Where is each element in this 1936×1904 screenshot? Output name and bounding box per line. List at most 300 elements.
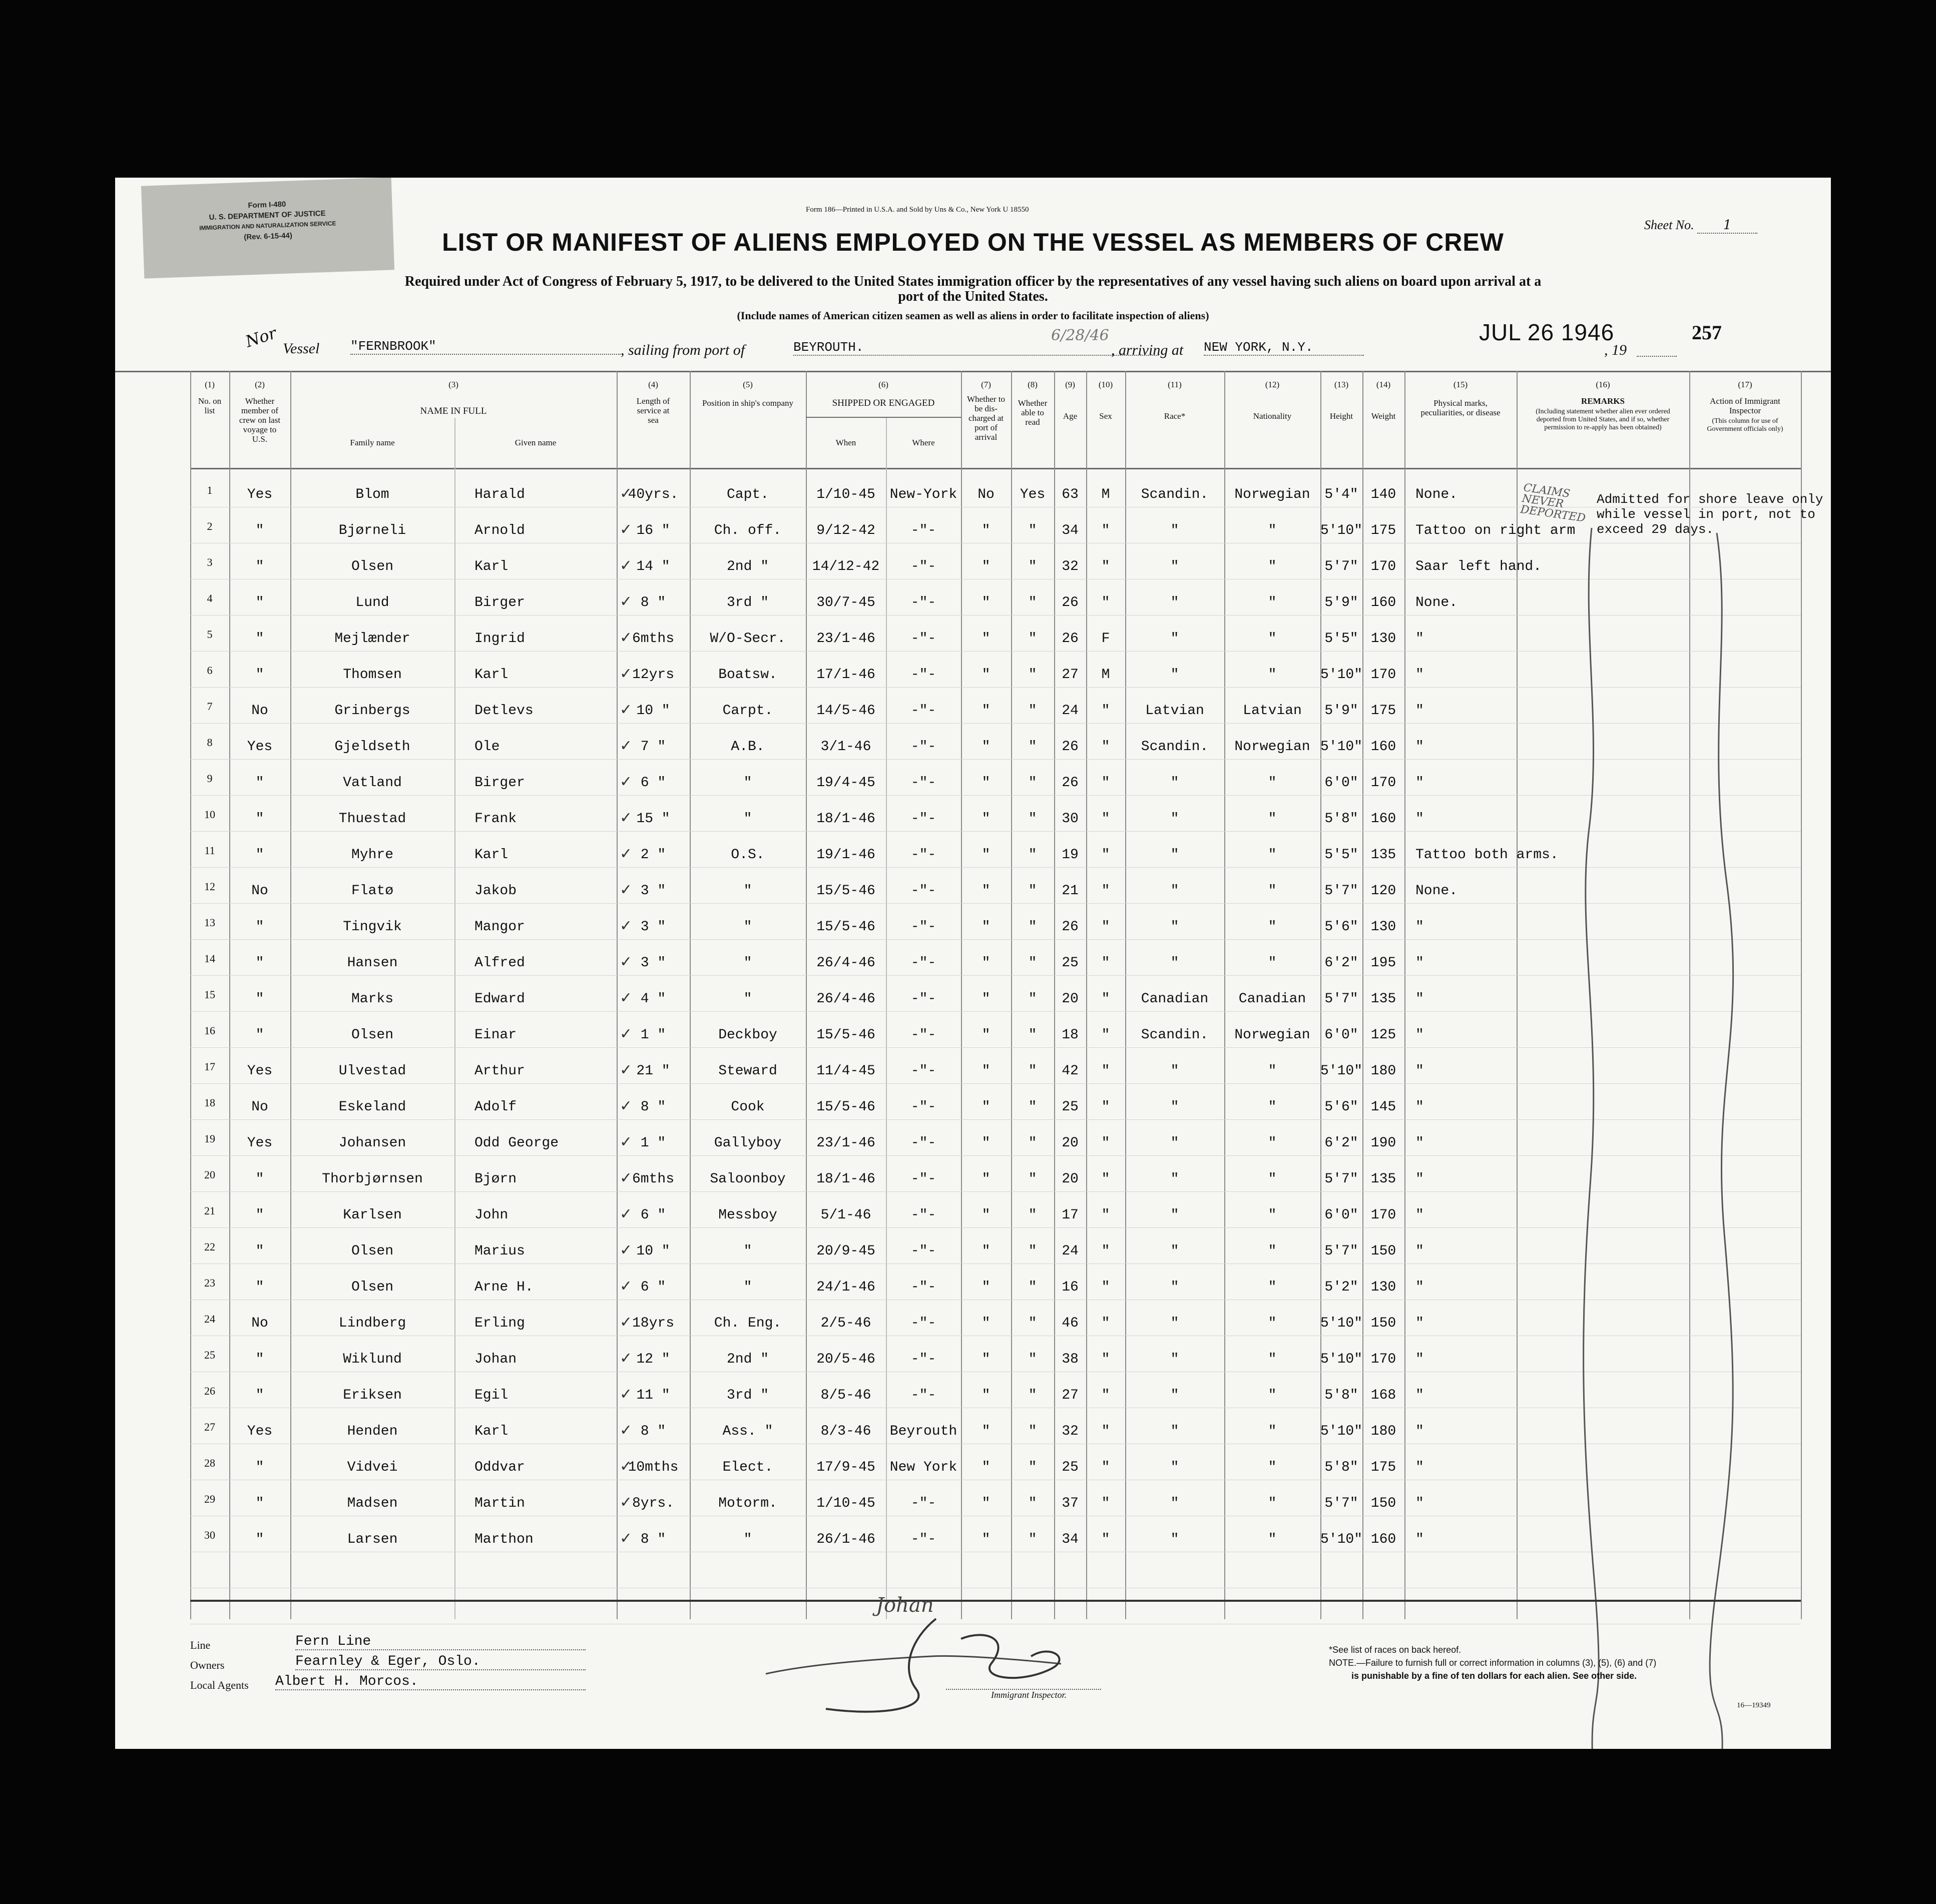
- cell-where: -"-: [910, 631, 936, 647]
- cell-discharge: ": [982, 1207, 991, 1223]
- cell-when: 1/10-45: [816, 487, 875, 502]
- cell-position: Deckboy: [718, 1027, 777, 1043]
- cell-position: Ch. Eng.: [714, 1316, 782, 1331]
- cell-race: Latvian: [1145, 703, 1204, 719]
- cell-height: 6'0": [1324, 775, 1358, 791]
- cell-weight: 150: [1370, 1496, 1396, 1511]
- cell-prev: ": [255, 955, 264, 971]
- cell-height: 5'5": [1324, 631, 1358, 647]
- cell-no: 29: [204, 1493, 215, 1505]
- cell-service: 10 ": [636, 1243, 670, 1259]
- cell-prev: ": [255, 1388, 264, 1403]
- cell-nationality: Norwegian: [1234, 1027, 1310, 1043]
- cell-discharge: ": [982, 811, 991, 827]
- stamp-service: IMMIGRATION AND NATURALIZATION SERVICE: [199, 220, 336, 232]
- cell-sex: ": [1101, 703, 1110, 719]
- cell-discharge: ": [982, 775, 991, 791]
- cell-age: 27: [1062, 667, 1079, 683]
- cell-given: Ole: [474, 739, 500, 755]
- cell-when: 30/7-45: [816, 595, 875, 610]
- ruled-line: [190, 1119, 1801, 1120]
- cell-no: 13: [204, 916, 215, 929]
- remarks-typed: Admitted for shore leave only while vessel in port, not to exceed 29 days.: [1597, 492, 1823, 537]
- cell-sex: ": [1101, 1496, 1110, 1511]
- cell-family: Myhre: [351, 847, 393, 863]
- page-title: LIST OR MANIFEST OF ALIENS EMPLOYED ON THE VESSEL AS MEMBERS OF CREW: [442, 228, 1504, 256]
- ruled-line: [190, 1191, 1801, 1192]
- subtitle-line3: (Include names of American citizen seamen as well as aliens in order to facilitate inspection of aliens): [737, 309, 1209, 322]
- cell-prev: No: [251, 703, 268, 719]
- cell-race: ": [1170, 1424, 1179, 1439]
- cell-weight: 170: [1370, 667, 1396, 683]
- cell-service: 16 ": [636, 523, 670, 538]
- cell-prev: Yes: [247, 739, 273, 755]
- cell-sex: ": [1101, 1207, 1110, 1223]
- cell-age: 26: [1062, 631, 1079, 647]
- cell-prev: ": [255, 847, 264, 863]
- cell-age: 32: [1062, 1424, 1079, 1439]
- sheet-number-label: Sheet No.: [1644, 218, 1694, 232]
- cell-service: 10mths: [628, 1460, 679, 1475]
- cell-family: Vidvei: [347, 1460, 398, 1475]
- cell-given: Arnold: [474, 523, 525, 538]
- cell-height: 6'0": [1324, 1207, 1358, 1223]
- cell-height: 6'2": [1324, 955, 1358, 971]
- sheet-label: [1644, 218, 1757, 234]
- cell-family: Marks: [351, 991, 393, 1007]
- cell-age: 26: [1062, 739, 1079, 755]
- cell-race: ": [1170, 559, 1179, 574]
- checkmark-icon: ✓: [621, 557, 631, 576]
- cell-position: 3rd ": [726, 595, 769, 610]
- cell-weight: 170: [1370, 1352, 1396, 1367]
- cell-sex: ": [1101, 1027, 1110, 1043]
- cell-where: -"-: [910, 1280, 936, 1295]
- cell-nationality: ": [1268, 1207, 1277, 1223]
- cell-weight: 160: [1370, 1532, 1396, 1547]
- cell-marks: None.: [1415, 883, 1458, 899]
- cell-age: 20: [1062, 1171, 1079, 1187]
- cell-marks: ": [1415, 1063, 1424, 1079]
- cell-given: Marthon: [474, 1532, 534, 1547]
- cell-height: 5'9": [1324, 703, 1358, 719]
- cell-service: 12 ": [636, 1352, 670, 1367]
- cell-read: ": [1028, 991, 1037, 1007]
- cell-no: 1: [207, 484, 213, 496]
- cell-age: 25: [1062, 1099, 1079, 1115]
- cell-weight: 160: [1370, 739, 1396, 755]
- ruled-line: [190, 975, 1801, 976]
- cell-weight: 160: [1370, 595, 1396, 610]
- cell-race: ": [1170, 1099, 1179, 1115]
- cell-height: 5'7": [1324, 1243, 1358, 1259]
- cell-family: Larsen: [347, 1532, 398, 1547]
- cell-given: Bjørn: [474, 1171, 517, 1187]
- cell-race: ": [1170, 919, 1179, 935]
- cell-position: Steward: [718, 1063, 777, 1079]
- cell-where: -"-: [910, 1532, 936, 1547]
- checkmark-icon: ✓: [621, 1350, 631, 1369]
- arriving-label: , arriving at: [1111, 342, 1184, 358]
- cell-discharge: ": [982, 1280, 991, 1295]
- cell-discharge: ": [982, 1135, 991, 1151]
- cell-age: 38: [1062, 1352, 1079, 1367]
- col7-header: (7) Whether to be dis-charged at port of arrival: [967, 380, 1005, 442]
- checkmark-icon: ✓: [621, 881, 631, 900]
- cell-sex: ": [1101, 523, 1110, 538]
- cell-marks: ": [1415, 1243, 1424, 1259]
- ruled-line: [190, 1047, 1801, 1048]
- cell-position: W/O-Secr.: [710, 631, 786, 647]
- cell-when: 26/4-46: [816, 991, 875, 1007]
- cell-height: 5'4": [1324, 487, 1358, 502]
- cell-height: 5'7": [1324, 1171, 1358, 1187]
- cell-when: 8/3-46: [820, 1424, 871, 1439]
- cell-no: 20: [204, 1168, 215, 1181]
- cell-family: Flatø: [351, 883, 393, 899]
- cell-height: 5'6": [1324, 1099, 1358, 1115]
- cell-marks: Saar left hand.: [1415, 559, 1542, 574]
- cell-race: ": [1170, 667, 1179, 683]
- cell-prev: ": [255, 595, 264, 610]
- cell-weight: 135: [1370, 1171, 1396, 1187]
- cell-age: 21: [1062, 883, 1079, 899]
- cell-sex: ": [1101, 1388, 1110, 1403]
- cell-sex: ": [1101, 1135, 1110, 1151]
- cell-nationality: Canadian: [1238, 991, 1306, 1007]
- cell-nationality: ": [1268, 1280, 1277, 1295]
- cell-weight: 190: [1370, 1135, 1396, 1151]
- cell-prev: ": [255, 1280, 264, 1295]
- cell-given: Odd George: [474, 1135, 559, 1151]
- cell-nationality: ": [1268, 775, 1277, 791]
- cell-prev: ": [255, 1496, 264, 1511]
- cell-when: 19/1-46: [816, 847, 875, 863]
- ruled-line: [190, 939, 1801, 940]
- col-divider: [1517, 371, 1518, 1619]
- footer-agents-label: Local Agents: [190, 1679, 249, 1691]
- cell-no: 15: [204, 988, 215, 1001]
- cell-sex: ": [1101, 595, 1110, 610]
- cell-race: ": [1170, 1460, 1179, 1475]
- cell-where: -"-: [910, 1027, 936, 1043]
- cell-marks: Tattoo on right arm: [1415, 523, 1576, 538]
- col-divider: [1404, 371, 1405, 1619]
- cell-when: 5/1-46: [820, 1207, 871, 1223]
- cell-marks: ": [1415, 631, 1424, 647]
- cell-age: 63: [1062, 487, 1079, 502]
- cell-height: 5'8": [1324, 1388, 1358, 1403]
- cell-when: 18/1-46: [816, 1171, 875, 1187]
- cell-given: Karl: [474, 847, 509, 863]
- cell-given: Karl: [474, 559, 509, 574]
- cell-marks: ": [1415, 955, 1424, 971]
- cell-sex: ": [1101, 1532, 1110, 1547]
- cell-prev: ": [255, 811, 264, 827]
- cell-service: 8yrs.: [632, 1496, 674, 1511]
- cell-height: 5'9": [1324, 595, 1358, 610]
- cell-marks: ": [1415, 1388, 1424, 1403]
- cell-position: Ass. ": [722, 1424, 773, 1439]
- footer-agents-value: Albert H. Morcos.: [275, 1674, 586, 1690]
- cell-marks: ": [1415, 1316, 1424, 1331]
- cell-no: 30: [204, 1529, 215, 1541]
- cell-read: ": [1028, 667, 1037, 683]
- cell-nationality: ": [1268, 1135, 1277, 1151]
- cell-family: Lindberg: [338, 1316, 406, 1331]
- cell-prev: ": [255, 919, 264, 935]
- cell-prev: No: [251, 1099, 268, 1115]
- checkmark-icon: ✓: [621, 485, 631, 504]
- ruled-line: [190, 1083, 1801, 1084]
- cell-position: 2nd ": [726, 559, 769, 574]
- cell-marks: ": [1415, 667, 1424, 683]
- checkmark-icon: ✓: [621, 917, 631, 936]
- cell-nationality: ": [1268, 559, 1277, 574]
- cell-position: ": [743, 1532, 752, 1547]
- cell-sex: ": [1101, 1063, 1110, 1079]
- cell-marks: ": [1415, 1171, 1424, 1187]
- cell-marks: ": [1415, 1496, 1424, 1511]
- col16-header: (16) REMARKS (Including statement whether alien ever ordered deported from United States, and if so, whether permission to re-apply has been obtained): [1536, 380, 1670, 431]
- cell-position: A.B.: [731, 739, 765, 755]
- checkmark-icon: ✓: [621, 1133, 631, 1152]
- col15-header: (15) Physical marks, peculiarities, or disease: [1420, 380, 1501, 417]
- cell-discharge: ": [982, 1532, 991, 1547]
- cell-age: 34: [1062, 1532, 1079, 1547]
- cell-when: 8/5-46: [820, 1388, 871, 1403]
- cell-read: ": [1028, 1280, 1037, 1295]
- cell-height: 5'10": [1320, 667, 1363, 683]
- cell-family: Olsen: [351, 1243, 393, 1259]
- cell-read: ": [1028, 811, 1037, 827]
- cell-position: ": [743, 991, 752, 1007]
- signature-above: Johan: [876, 1594, 934, 1617]
- col9-header: (9) Age: [1063, 380, 1078, 421]
- cell-service: 6 ": [640, 775, 666, 791]
- cell-weight: 150: [1370, 1316, 1396, 1331]
- col3-given-header: Given name: [515, 438, 557, 447]
- cell-nationality: ": [1268, 1460, 1277, 1475]
- cell-no: 14: [204, 952, 215, 965]
- cell-prev: ": [255, 667, 264, 683]
- cell-given: Marius: [474, 1243, 525, 1259]
- cell-nationality: ": [1268, 595, 1277, 610]
- cell-where: -"-: [910, 811, 936, 827]
- header-top-rule: [115, 371, 1831, 372]
- cell-no: 16: [204, 1024, 215, 1037]
- cell-discharge: ": [982, 595, 991, 610]
- cell-read: ": [1028, 955, 1037, 971]
- cell-where: New-York: [889, 487, 957, 502]
- col4-header: (4) Length of service at sea: [636, 380, 670, 425]
- cell-sex: ": [1101, 1460, 1110, 1475]
- ruled-line: [190, 1263, 1801, 1264]
- cell-service: 1 ": [640, 1027, 666, 1043]
- cell-race: Canadian: [1141, 991, 1209, 1007]
- col17-header: (17) Action of Immigrant Inspector (This column for use of Government officials only): [1707, 380, 1783, 433]
- cell-when: 23/1-46: [816, 631, 875, 647]
- sheet-number-value: 1: [1697, 218, 1757, 234]
- cell-family: Eskeland: [338, 1099, 406, 1115]
- cell-age: 30: [1062, 811, 1079, 827]
- cell-weight: 150: [1370, 1243, 1396, 1259]
- cell-given: Birger: [474, 775, 525, 791]
- cell-family: Karlsen: [343, 1207, 402, 1223]
- cell-service: 3 ": [640, 919, 666, 935]
- cell-position: 3rd ": [726, 1388, 769, 1403]
- cell-given: John: [474, 1207, 509, 1223]
- cell-no: 12: [204, 880, 215, 893]
- cell-nationality: Norwegian: [1234, 487, 1310, 502]
- cell-where: -"-: [910, 1388, 936, 1403]
- cell-height: 5'10": [1320, 523, 1363, 538]
- cell-discharge: ": [982, 703, 991, 719]
- cell-nationality: ": [1268, 1099, 1277, 1115]
- cell-weight: 170: [1370, 559, 1396, 574]
- ruled-line: [190, 1011, 1801, 1012]
- cell-service: 4 ": [640, 991, 666, 1007]
- cell-service: 6mths: [632, 1171, 674, 1187]
- ruled-line: [190, 651, 1801, 652]
- year-label: , 19: [1604, 342, 1627, 358]
- cell-service: 40yrs.: [628, 487, 679, 502]
- cell-prev: Yes: [247, 1135, 273, 1151]
- cell-race: ": [1170, 775, 1179, 791]
- cell-position: 2nd ": [726, 1352, 769, 1367]
- cell-discharge: ": [982, 1171, 991, 1187]
- stamp-form-number: Form I-480: [248, 200, 286, 210]
- cell-weight: 125: [1370, 1027, 1396, 1043]
- cell-age: 25: [1062, 955, 1079, 971]
- cell-prev: ": [255, 523, 264, 538]
- cell-age: 24: [1062, 1243, 1079, 1259]
- cell-when: 15/5-46: [816, 919, 875, 935]
- subtitle-line1: Required under Act of Congress of February 5, 1917, to be delivered to the United States immigration officer by the representatives of any vessel having such aliens on board upon arrival at a: [404, 274, 1542, 289]
- cell-prev: ": [255, 1243, 264, 1259]
- cell-when: 11/4-45: [816, 1063, 875, 1079]
- form-code: 16—19349: [1737, 1701, 1771, 1709]
- cell-race: ": [1170, 1316, 1179, 1331]
- cell-service: 14 ": [636, 559, 670, 574]
- cell-no: 2: [207, 520, 213, 532]
- cell-race: ": [1170, 955, 1179, 971]
- cell-family: Johansen: [338, 1135, 406, 1151]
- cell-given: Mangor: [474, 919, 525, 935]
- cell-age: 20: [1062, 991, 1079, 1007]
- cell-race: ": [1170, 1135, 1179, 1151]
- cell-service: 18yrs: [632, 1316, 674, 1331]
- cell-sex: ": [1101, 1243, 1110, 1259]
- cell-age: 42: [1062, 1063, 1079, 1079]
- cell-discharge: ": [982, 523, 991, 538]
- checkmark-icon: ✓: [621, 701, 631, 720]
- cell-read: ": [1028, 523, 1037, 538]
- cell-prev: No: [251, 883, 268, 899]
- cell-sex: M: [1101, 667, 1110, 683]
- cell-weight: 175: [1370, 703, 1396, 719]
- cell-read: ": [1028, 1532, 1037, 1547]
- cell-read: ": [1028, 847, 1037, 863]
- cell-prev: Yes: [247, 1063, 273, 1079]
- cell-where: -"-: [910, 883, 936, 899]
- cell-nationality: ": [1268, 883, 1277, 899]
- cell-discharge: ": [982, 631, 991, 647]
- cell-weight: 145: [1370, 1099, 1396, 1115]
- cell-age: 34: [1062, 523, 1079, 538]
- sailing-label: , sailing from port of: [621, 342, 745, 358]
- cell-given: Adolf: [474, 1099, 517, 1115]
- cell-where: Beyrouth: [889, 1424, 957, 1439]
- cell-service: 3 ": [640, 883, 666, 899]
- cell-read: ": [1028, 1063, 1037, 1079]
- vessel-prefix: Nor: [243, 323, 279, 351]
- cell-weight: 120: [1370, 883, 1396, 899]
- cell-when: 20/9-45: [816, 1243, 875, 1259]
- cell-marks: ": [1415, 1099, 1424, 1115]
- cell-race: ": [1170, 595, 1179, 610]
- cell-sex: ": [1101, 559, 1110, 574]
- checkmark-icon: ✓: [621, 773, 631, 792]
- cell-when: 18/1-46: [816, 811, 875, 827]
- cell-nationality: Norwegian: [1234, 739, 1310, 755]
- col6-when-header: When: [835, 438, 856, 447]
- footer-owners-label: Owners: [190, 1659, 225, 1671]
- cell-nationality: ": [1268, 1496, 1277, 1511]
- cell-sex: ": [1101, 1352, 1110, 1367]
- ruled-line: [190, 867, 1801, 868]
- cell-given: Alfred: [474, 955, 525, 971]
- cell-service: 6 ": [640, 1280, 666, 1295]
- cell-nationality: ": [1268, 1316, 1277, 1331]
- cell-no: 21: [204, 1204, 215, 1217]
- cell-when: 3/1-46: [820, 739, 871, 755]
- cell-where: -"-: [910, 1496, 936, 1511]
- cell-position: Carpt.: [722, 703, 773, 719]
- cell-weight: 170: [1370, 775, 1396, 791]
- cell-height: 5'10": [1320, 1352, 1363, 1367]
- cell-where: -"-: [910, 667, 936, 683]
- cell-read: ": [1028, 1171, 1037, 1187]
- cell-nationality: ": [1268, 919, 1277, 935]
- cell-position: ": [743, 811, 752, 827]
- cell-position: Boatsw.: [718, 667, 777, 683]
- cell-when: 19/4-45: [816, 775, 875, 791]
- cell-family: Mejlænder: [334, 631, 410, 647]
- cell-family: Grinbergs: [334, 703, 410, 719]
- cell-marks: ": [1415, 1135, 1424, 1151]
- checkmark-icon: ✓: [621, 845, 631, 864]
- col6-header: (6) SHIPPED OR ENGAGED: [832, 380, 935, 408]
- cell-position: Gallyboy: [714, 1135, 782, 1151]
- cell-service: 8 ": [640, 1532, 666, 1547]
- checkmark-icon: ✓: [621, 737, 631, 756]
- remarks-handnote: CLAIMS NEVER DEPORTED: [1520, 481, 1587, 525]
- checkmark-icon: ✓: [621, 1169, 631, 1188]
- cell-when: 15/5-46: [816, 1027, 875, 1043]
- cell-family: Lund: [355, 595, 389, 610]
- ruled-line: [190, 1227, 1801, 1228]
- cell-where: -"-: [910, 991, 936, 1007]
- col-divider: [454, 418, 455, 1619]
- cell-position: ": [743, 955, 752, 971]
- cell-sex: ": [1101, 775, 1110, 791]
- cell-service: 3 ": [640, 955, 666, 971]
- cell-where: -"-: [910, 739, 936, 755]
- cell-marks: None.: [1415, 595, 1458, 610]
- checkmark-icon: ✓: [621, 809, 631, 828]
- cell-sex: ": [1101, 811, 1110, 827]
